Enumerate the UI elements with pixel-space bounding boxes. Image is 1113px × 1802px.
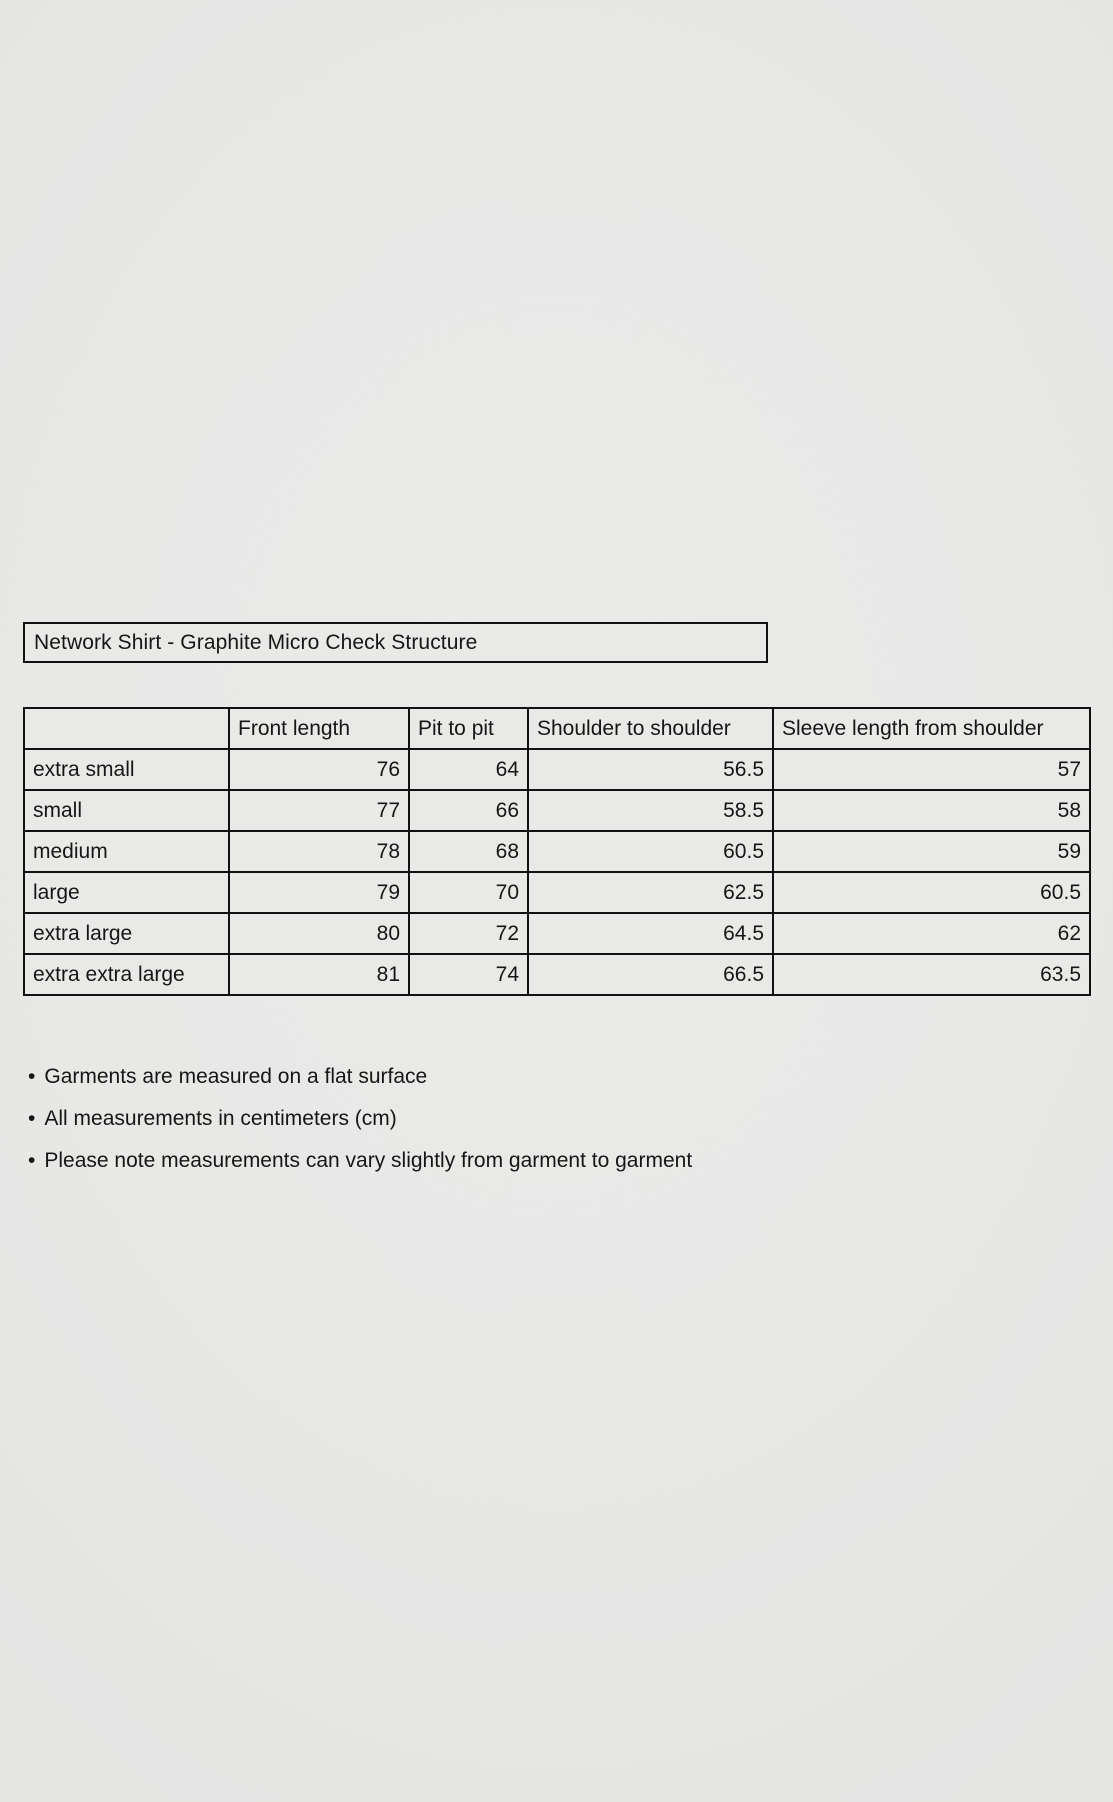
measurement-cell: 77 — [229, 790, 409, 831]
size-label: extra small — [24, 749, 229, 790]
bullet-icon: • — [28, 1107, 36, 1130]
table-row — [24, 749, 1090, 790]
measurement-cell: 63.5 — [773, 954, 1090, 995]
column-header-shoulder-to-shoulder: Shoulder to shoulder — [528, 708, 773, 749]
note-text: All measurements in centimeters (cm) — [44, 1107, 397, 1130]
measurement-cell: 56.5 — [528, 749, 773, 790]
bullet-icon: • — [28, 1149, 36, 1172]
table-header-row — [24, 708, 1090, 749]
size-label: small — [24, 790, 229, 831]
size-chart-table — [23, 707, 1091, 996]
note-text: Garments are measured on a flat surface — [44, 1065, 428, 1088]
measurement-cell: 60.5 — [528, 831, 773, 872]
size-label: extra extra large — [24, 954, 229, 995]
measurement-cell: 72 — [409, 913, 528, 954]
bullet-icon: • — [28, 1065, 36, 1088]
measurement-cell: 70 — [409, 872, 528, 913]
note-item — [28, 1140, 692, 1182]
table-row — [24, 913, 1090, 954]
column-header-sleeve-length: Sleeve length from shoulder — [773, 708, 1090, 749]
measurement-cell: 57 — [773, 749, 1090, 790]
measurement-cell: 78 — [229, 831, 409, 872]
size-label: medium — [24, 831, 229, 872]
column-header-empty — [24, 708, 229, 749]
measurement-cell: 64 — [409, 749, 528, 790]
measurement-cell: 76 — [229, 749, 409, 790]
table-row — [24, 831, 1090, 872]
table-row — [24, 872, 1090, 913]
measurement-cell: 81 — [229, 954, 409, 995]
measurement-cell: 58.5 — [528, 790, 773, 831]
measurement-cell: 58 — [773, 790, 1090, 831]
measurement-cell: 66.5 — [528, 954, 773, 995]
table-row — [24, 954, 1090, 995]
measurement-cell: 59 — [773, 831, 1090, 872]
measurement-cell: 79 — [229, 872, 409, 913]
size-label: large — [24, 872, 229, 913]
product-title-box — [23, 622, 768, 663]
measurement-notes — [28, 1056, 692, 1182]
measurement-cell: 66 — [409, 790, 528, 831]
note-text: Please note measurements can vary slightly from garment to garment — [44, 1149, 693, 1172]
size-label: extra large — [24, 913, 229, 954]
measurement-cell: 62.5 — [528, 872, 773, 913]
measurement-cell: 68 — [409, 831, 528, 872]
measurement-cell: 64.5 — [528, 913, 773, 954]
measurement-cell: 74 — [409, 954, 528, 995]
measurement-cell: 80 — [229, 913, 409, 954]
table-row — [24, 790, 1090, 831]
note-item — [28, 1056, 692, 1098]
column-header-pit-to-pit: Pit to pit — [409, 708, 528, 749]
product-title: Network Shirt - Graphite Micro Check Structure — [34, 630, 478, 654]
note-item — [28, 1098, 692, 1140]
measurement-cell: 62 — [773, 913, 1090, 954]
column-header-front-length: Front length — [229, 708, 409, 749]
measurement-cell: 60.5 — [773, 872, 1090, 913]
